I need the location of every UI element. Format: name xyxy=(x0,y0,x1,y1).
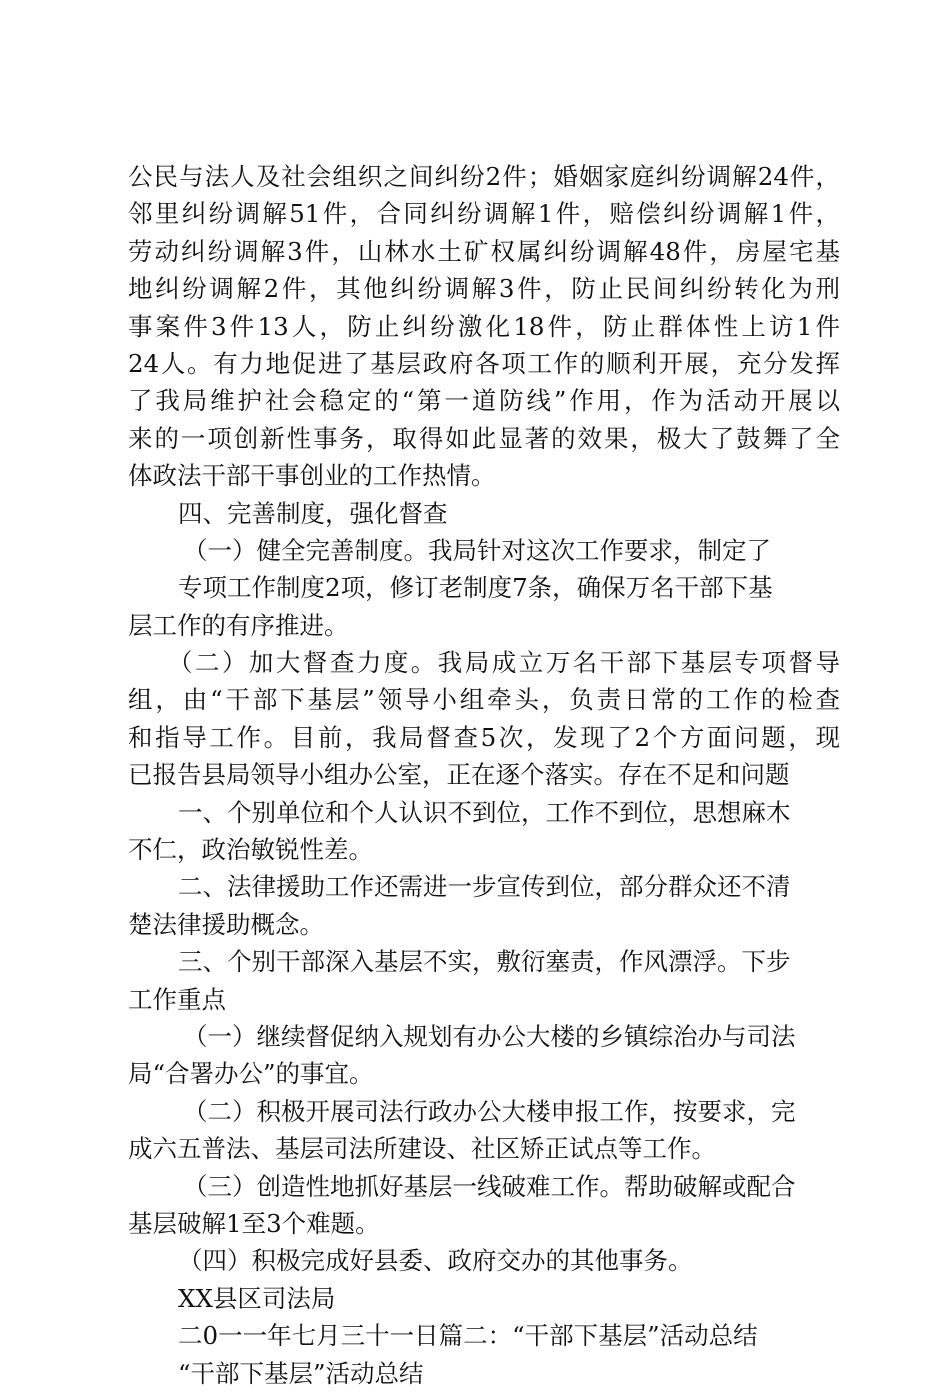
date-line: 二0一一年七月三十一日篇二：“干部下基层”活动总结 xyxy=(178,1321,758,1351)
text-line: 楚法律援助概念。 xyxy=(128,909,324,939)
text-line: 事案件3件13人，防止纠纷激化18件，防止群体性上访1件 xyxy=(128,311,840,341)
text-line: 二、法律援助工作还需进一步宣传到位，部分群众还不清 xyxy=(178,872,791,902)
signature-line: XX县区司法局 xyxy=(178,1283,336,1313)
section-heading: 四、完善制度，强化督查 xyxy=(178,498,448,528)
text-line: 成六五普法、基层司法所建设、社区矫正试点等工作。 xyxy=(128,1134,716,1164)
text-line: 了我局维护社会稳定的“第一道防线”作用，作为活动开展以 xyxy=(128,386,840,416)
text-line: （三）创造性地抓好基层一线破难工作。帮助破解或配合 xyxy=(183,1171,796,1201)
document-body xyxy=(128,158,840,1392)
text-line: 层工作的有序推进。 xyxy=(128,610,349,640)
text-line: （四）积极完成好县委、政府交办的其他事务。 xyxy=(178,1246,693,1276)
text-line: （二）加大督查力度。我局成立万名干部下基层专项督导 xyxy=(168,648,840,678)
text-line: 劳动纠纷调解3件，山林水土矿权属纠纷调解48件，房屋宅基 xyxy=(128,236,840,266)
text-line: 邻里纠纷调解51件，合同纠纷调解1件，赔偿纠纷调解1件， xyxy=(128,199,840,229)
text-line: 一、个别单位和个人认识不到位，工作不到位，思想麻木 xyxy=(178,797,791,827)
text-line: 局“合署办公”的事宜。 xyxy=(128,1059,374,1089)
text-line: 组，由“干部下基层”领导小组牵头，负责日常的工作的检查 xyxy=(128,685,840,715)
text-line: （二）积极开展司法行政办公大楼申报工作，按要求，完 xyxy=(183,1096,796,1126)
text-line: 专项工作制度2项，修订老制度7条，确保万名干部下基 xyxy=(178,573,773,603)
text-line: 不仁，政治敏锐性差。 xyxy=(128,835,373,865)
text-line: 来的一项创新性事务，取得如此显著的效果，极大了鼓舞了全 xyxy=(128,423,840,453)
text-line: 地纠纷调解2件，其他纠纷调解3件，防止民间纠纷转化为刑 xyxy=(128,274,840,304)
text-line: 公民与法人及社会组织之间纠纷2件；婚姻家庭纠纷调解24件， xyxy=(128,162,840,191)
text-line: 24人。有力地促进了基层政府各项工作的顺利开展，充分发挥 xyxy=(128,348,840,378)
text-line: 工作重点 xyxy=(128,984,226,1014)
text-line: 基层破解1至3个难题。 xyxy=(128,1208,380,1238)
text-line: 体政法干部干事创业的工作热情。 xyxy=(128,461,496,491)
text-line: 已报告县局领导小组办公室，正在逐个落实。存在不足和问题 xyxy=(128,760,790,790)
text-line: （一）健全完善制度。我局针对这次工作要求，制定了 xyxy=(183,535,771,565)
section-title: “干部下基层”活动总结 xyxy=(178,1358,424,1388)
text-line: 三、个别干部深入基层不实，敷衍塞责，作风漂浮。下步 xyxy=(178,947,791,977)
text-line: （一）继续督促纳入规划有办公大楼的乡镇综治办与司法 xyxy=(183,1021,796,1051)
text-line: 和指导工作。目前，我局督查5次，发现了2个方面问题，现 xyxy=(128,722,840,752)
